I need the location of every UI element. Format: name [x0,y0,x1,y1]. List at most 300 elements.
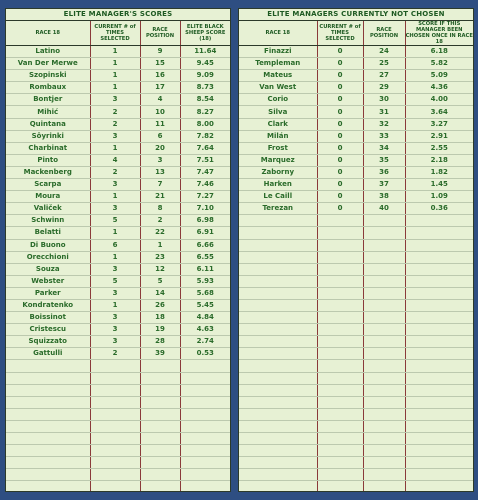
table-cell: 3 [90,179,140,191]
empty-cell [317,275,363,287]
empty-cell [90,433,140,445]
table-cell: 16 [140,70,180,82]
table-cell: 21 [140,191,180,203]
table-cell: 2 [90,166,140,178]
manager-name: Pinto [6,154,90,166]
table-cell: 5 [90,215,140,227]
manager-name: Silva [239,106,317,118]
empty-row [239,299,473,311]
table-cell: 27 [363,70,405,82]
empty-cell [363,433,405,445]
table-cell: 32 [363,118,405,130]
table-cell: 38 [363,191,405,203]
table-cell: 0 [317,166,363,178]
table-cell: 22 [140,227,180,239]
table-cell: 0 [317,154,363,166]
table-row [239,70,473,82]
table-cell: 36 [363,166,405,178]
empty-row [239,396,473,408]
column-header: RACE POSITION [363,21,405,46]
manager-name: Quintana [6,118,90,130]
table-row [239,130,473,142]
empty-cell [405,324,473,336]
empty-cell [239,396,317,408]
empty-cell [405,433,473,445]
table-row [6,179,230,191]
empty-cell [140,360,180,372]
column-header: RACE 18 [239,21,317,46]
table-cell: 33 [363,130,405,142]
empty-cell [239,275,317,287]
empty-row [239,336,473,348]
table-row [6,166,230,178]
table-cell: 1.45 [405,179,473,191]
empty-cell [239,384,317,396]
table-cell: 8.27 [180,106,230,118]
table-cell: 7.46 [180,179,230,191]
empty-cell [6,396,90,408]
table-cell: 4.36 [405,82,473,94]
empty-cell [317,408,363,420]
empty-cell [239,445,317,457]
manager-name: Mackenberg [6,166,90,178]
empty-cell [90,457,140,469]
table-cell: 4.00 [405,94,473,106]
table-row [6,275,230,287]
empty-cell [405,312,473,324]
table-cell: 3.27 [405,118,473,130]
empty-cell [239,420,317,432]
empty-cell [140,469,180,481]
empty-row [239,287,473,299]
table-cell: 0 [317,106,363,118]
table-cell: 10 [140,106,180,118]
table-cell: 1 [90,58,140,70]
empty-row [239,263,473,275]
table-row [239,142,473,154]
empty-cell [239,360,317,372]
empty-row [239,239,473,251]
table-row [6,299,230,311]
empty-cell [180,360,230,372]
manager-name: Charbinat [6,142,90,154]
table-cell: 2.91 [405,130,473,142]
table-cell: 1.82 [405,166,473,178]
manager-name: Milán [239,130,317,142]
manager-name: Terezan [239,203,317,215]
empty-cell [317,445,363,457]
empty-cell [317,324,363,336]
empty-cell [405,396,473,408]
table-cell: 1 [90,142,140,154]
manager-name: Finazzi [239,46,317,58]
table-cell: 31 [363,106,405,118]
empty-cell [363,239,405,251]
table-cell: 0 [317,203,363,215]
empty-row [239,481,473,492]
manager-name: Frost [239,142,317,154]
empty-cell [363,372,405,384]
table-cell: 7.82 [180,130,230,142]
empty-cell [317,336,363,348]
empty-cell [363,348,405,360]
empty-cell [317,263,363,275]
empty-cell [405,263,473,275]
empty-cell [405,275,473,287]
empty-row [239,251,473,263]
empty-cell [363,275,405,287]
table-cell: 4 [140,94,180,106]
empty-cell [239,348,317,360]
empty-cell [239,433,317,445]
table-row [239,191,473,203]
table-cell: 3 [90,287,140,299]
empty-row [6,360,230,372]
table-cell: 3 [90,130,140,142]
empty-cell [140,457,180,469]
manager-name: Gattulli [6,348,90,360]
table-cell: 0.53 [180,348,230,360]
table-cell: 3.64 [405,106,473,118]
table-cell: 6.18 [405,46,473,58]
empty-cell [363,312,405,324]
table-cell: 1 [90,251,140,263]
manager-name: Harken [239,179,317,191]
manager-name: Clark [239,118,317,130]
table-row [239,118,473,130]
manager-name: Zaborny [239,166,317,178]
empty-cell [363,384,405,396]
table-cell: 37 [363,179,405,191]
empty-cell [90,445,140,457]
table-cell: 0 [317,46,363,58]
manager-name: Mihić [6,106,90,118]
empty-cell [405,215,473,227]
empty-cell [239,227,317,239]
empty-row [6,433,230,445]
manager-name: Boissinot [6,312,90,324]
empty-cell [405,336,473,348]
table-cell: 1 [90,227,140,239]
empty-cell [239,469,317,481]
empty-cell [180,457,230,469]
empty-cell [6,384,90,396]
table-cell: 28 [140,336,180,348]
empty-cell [180,408,230,420]
empty-cell [180,445,230,457]
table-row [239,154,473,166]
table-cell: 17 [140,82,180,94]
table-cell: 35 [363,154,405,166]
empty-cell [140,408,180,420]
table-cell: 1 [90,299,140,311]
empty-cell [180,420,230,432]
empty-row [239,275,473,287]
manager-name: Corio [239,94,317,106]
manager-name: Belatti [6,227,90,239]
empty-cell [90,396,140,408]
table-cell: 2.18 [405,154,473,166]
empty-cell [140,433,180,445]
table-row [6,239,230,251]
empty-cell [405,408,473,420]
table-cell: 0 [317,94,363,106]
empty-cell [6,420,90,432]
empty-row [239,324,473,336]
table-row [239,58,473,70]
empty-cell [6,360,90,372]
empty-cell [6,433,90,445]
empty-cell [140,481,180,492]
table-cell: 8.54 [180,94,230,106]
empty-cell [405,481,473,492]
table-row [6,130,230,142]
table-cell: 9.45 [180,58,230,70]
empty-cell [239,299,317,311]
empty-cell [140,420,180,432]
table-cell: 1 [90,46,140,58]
empty-cell [317,384,363,396]
table-cell: 4 [90,154,140,166]
empty-cell [140,372,180,384]
empty-cell [317,360,363,372]
empty-cell [6,457,90,469]
empty-cell [363,324,405,336]
table-cell: 4.84 [180,312,230,324]
empty-row [6,420,230,432]
empty-cell [317,299,363,311]
empty-cell [6,469,90,481]
table-cell: 0.36 [405,203,473,215]
table-cell: 5.45 [180,299,230,311]
table-cell: 6.66 [180,239,230,251]
table-cell: 6.11 [180,263,230,275]
empty-cell [140,445,180,457]
empty-row [6,445,230,457]
table-row [6,46,230,58]
table-cell: 5.68 [180,287,230,299]
empty-cell [239,372,317,384]
elite-managers-not-chosen-table [238,8,474,492]
empty-cell [363,457,405,469]
table-cell: 2 [90,106,140,118]
table-cell: 30 [363,94,405,106]
table-cell: 15 [140,58,180,70]
right-table-title: ELITE MANAGERS CURRENTLY NOT CHOSEN [239,9,473,21]
empty-cell [180,372,230,384]
empty-cell [239,312,317,324]
empty-row [6,396,230,408]
empty-cell [239,457,317,469]
table-cell: 5 [140,275,180,287]
table-cell: 29 [363,82,405,94]
empty-cell [239,481,317,492]
empty-cell [405,445,473,457]
table-cell: 1 [90,70,140,82]
empty-cell [90,420,140,432]
table-cell: 26 [140,299,180,311]
table-cell: 0 [317,191,363,203]
table-row [6,324,230,336]
empty-cell [363,408,405,420]
manager-name: Schwinn [6,215,90,227]
table-row [239,166,473,178]
empty-cell [90,408,140,420]
table-cell: 0 [317,118,363,130]
empty-cell [405,457,473,469]
table-cell: 4.63 [180,324,230,336]
manager-name: Szopinski [6,70,90,82]
empty-cell [317,348,363,360]
table-cell: 1.09 [405,191,473,203]
elite-managers-scores-table [5,8,231,492]
manager-name: Van West [239,82,317,94]
table-row [6,106,230,118]
manager-name: Cristescu [6,324,90,336]
manager-name: Sôyrinki [6,130,90,142]
empty-row [6,372,230,384]
empty-row [239,433,473,445]
empty-cell [180,469,230,481]
column-header: RACE 18 [6,21,90,46]
empty-row [239,348,473,360]
empty-cell [317,469,363,481]
table-cell: 8.00 [180,118,230,130]
empty-row [239,372,473,384]
empty-row [239,227,473,239]
table-cell: 9 [140,46,180,58]
empty-cell [405,251,473,263]
empty-row [6,469,230,481]
empty-cell [363,360,405,372]
empty-cell [363,469,405,481]
table-row [6,82,230,94]
empty-cell [363,263,405,275]
empty-cell [239,263,317,275]
empty-cell [6,372,90,384]
table-cell: 2.55 [405,142,473,154]
table-cell: 3 [90,324,140,336]
column-header: SCORE IF THIS MANAGER BEEN CHOSEN ONCE IN RACE 18 [405,21,473,45]
table-cell: 0 [317,130,363,142]
table-row [239,82,473,94]
table-cell: 14 [140,287,180,299]
empty-cell [363,299,405,311]
table-cell: 7.47 [180,166,230,178]
table-cell: 6.98 [180,215,230,227]
empty-row [239,469,473,481]
manager-name: Parker [6,287,90,299]
table-cell: 11.64 [180,46,230,58]
table-cell: 6.91 [180,227,230,239]
empty-row [239,312,473,324]
table-cell: 23 [140,251,180,263]
empty-cell [317,215,363,227]
table-row [6,263,230,275]
empty-row [239,445,473,457]
empty-cell [180,384,230,396]
table-cell: 2.74 [180,336,230,348]
table-cell: 7.64 [180,142,230,154]
empty-cell [239,324,317,336]
table-cell: 25 [363,58,405,70]
empty-row [239,360,473,372]
table-cell: 0 [317,82,363,94]
table-cell: 5.82 [405,58,473,70]
empty-cell [405,469,473,481]
table-row [239,179,473,191]
left-table-title: ELITE MANAGER'S SCORES [6,9,230,21]
empty-cell [140,396,180,408]
table-cell: 3 [90,203,140,215]
table-row [6,287,230,299]
empty-cell [90,360,140,372]
column-header: ELITE BLACK SHEEP SCORE (18) [180,21,230,46]
empty-cell [180,396,230,408]
empty-cell [239,287,317,299]
empty-row [6,457,230,469]
table-row [6,154,230,166]
empty-cell [317,457,363,469]
empty-cell [6,408,90,420]
empty-cell [239,251,317,263]
empty-cell [363,445,405,457]
table-cell: 6 [90,239,140,251]
empty-row [6,408,230,420]
table-cell: 7.10 [180,203,230,215]
manager-name: Scarpa [6,179,90,191]
table-cell: 5.09 [405,70,473,82]
table-row [239,203,473,215]
manager-name: Le Caill [239,191,317,203]
table-cell: 5 [90,275,140,287]
empty-cell [363,215,405,227]
table-cell: 3 [90,94,140,106]
empty-cell [317,481,363,492]
table-row [239,94,473,106]
empty-cell [363,420,405,432]
table-cell: 9.09 [180,70,230,82]
empty-cell [180,481,230,492]
empty-cell [405,227,473,239]
table-row [6,118,230,130]
table-cell: 34 [363,142,405,154]
empty-cell [363,251,405,263]
table-cell: 5.93 [180,275,230,287]
table-row [6,203,230,215]
column-header: RACE POSITION [140,21,180,46]
empty-cell [239,336,317,348]
empty-cell [405,348,473,360]
empty-cell [363,227,405,239]
empty-cell [363,396,405,408]
table-cell: 7.27 [180,191,230,203]
empty-cell [405,239,473,251]
manager-name: Moura [6,191,90,203]
table-row [6,70,230,82]
empty-cell [317,227,363,239]
manager-name: Webster [6,275,90,287]
table-row [6,142,230,154]
empty-cell [405,384,473,396]
table-cell: 2 [90,118,140,130]
empty-cell [317,312,363,324]
empty-cell [317,396,363,408]
manager-name: Kondratenko [6,299,90,311]
manager-name: Squizzato [6,336,90,348]
empty-row [239,457,473,469]
table-row [6,227,230,239]
